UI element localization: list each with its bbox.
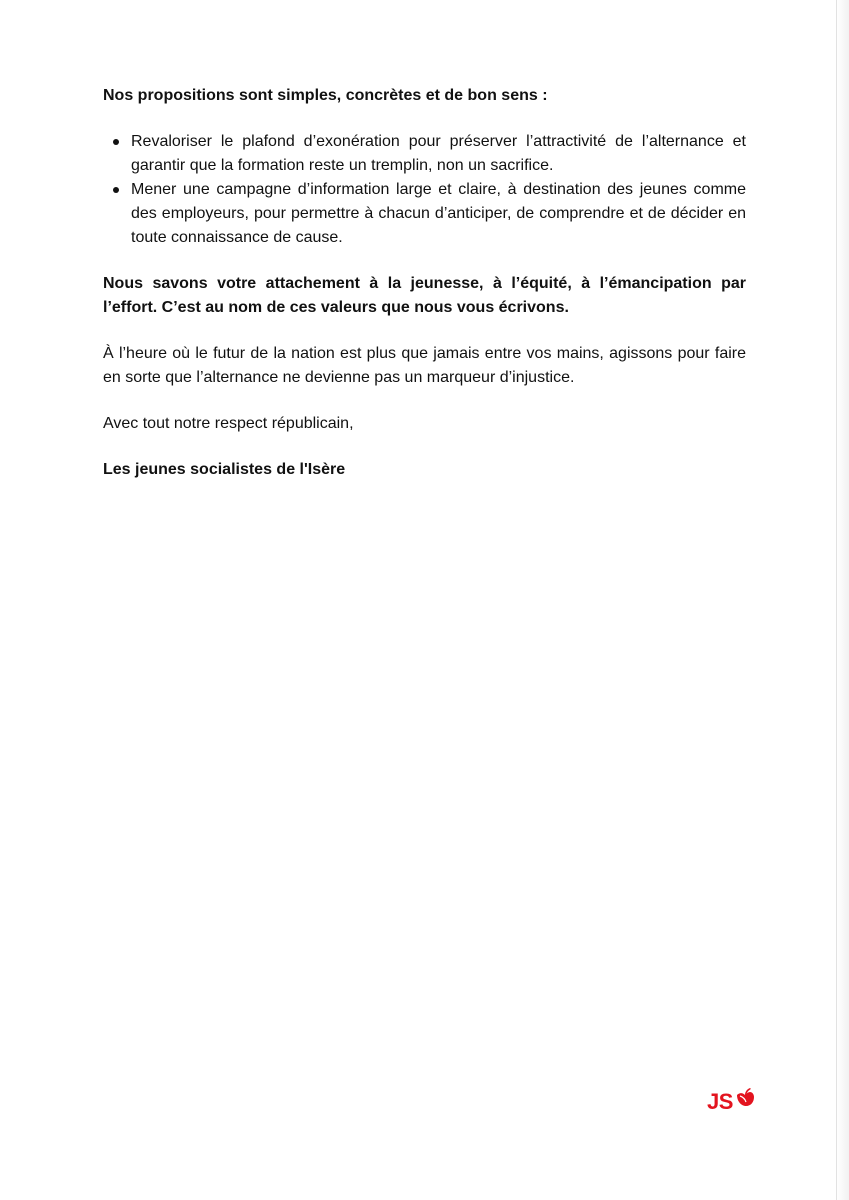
list-item [103, 130, 746, 178]
salutation: Avec tout notre respect républicain, [103, 415, 354, 432]
values-statement: Nous savons votre attachement à la jeunesse, à l’équité, à l’émancipation par l’effort. C’est au nom de ces valeurs que nous vous écrivons. [103, 275, 746, 316]
logo-text: JS [707, 1089, 733, 1114]
js-logo [707, 1086, 767, 1118]
proposal-text: Mener une campagne d’information large et claire, à destination des jeunes comme des employeurs, pour permettre à chacun d’anticiper, de comprendre et de décider en toute connaissance de cause. [131, 181, 746, 246]
letter-body [103, 84, 746, 482]
rose-icon [734, 1086, 756, 1113]
proposals-heading: Nos propositions sont simples, concrètes et de bon sens : [103, 87, 548, 104]
proposals-list [103, 130, 746, 250]
bullet-icon [113, 187, 119, 193]
closing-paragraph: À l’heure où le futur de la nation est plus que jamais entre vos mains, agissons pour faire en sorte que l’alternance ne devienne pas un marqueur d’injustice. [103, 345, 746, 386]
list-item [103, 178, 746, 250]
bullet-icon [113, 139, 119, 145]
signature: Les jeunes socialistes de l'Isère [103, 461, 346, 478]
proposal-text: Revaloriser le plafond d’exonération pour préserver l’attractivité de l’alternance et garantir que la formation reste un tremplin, non un sacrifice. [131, 133, 746, 174]
page-edge [836, 0, 849, 1200]
